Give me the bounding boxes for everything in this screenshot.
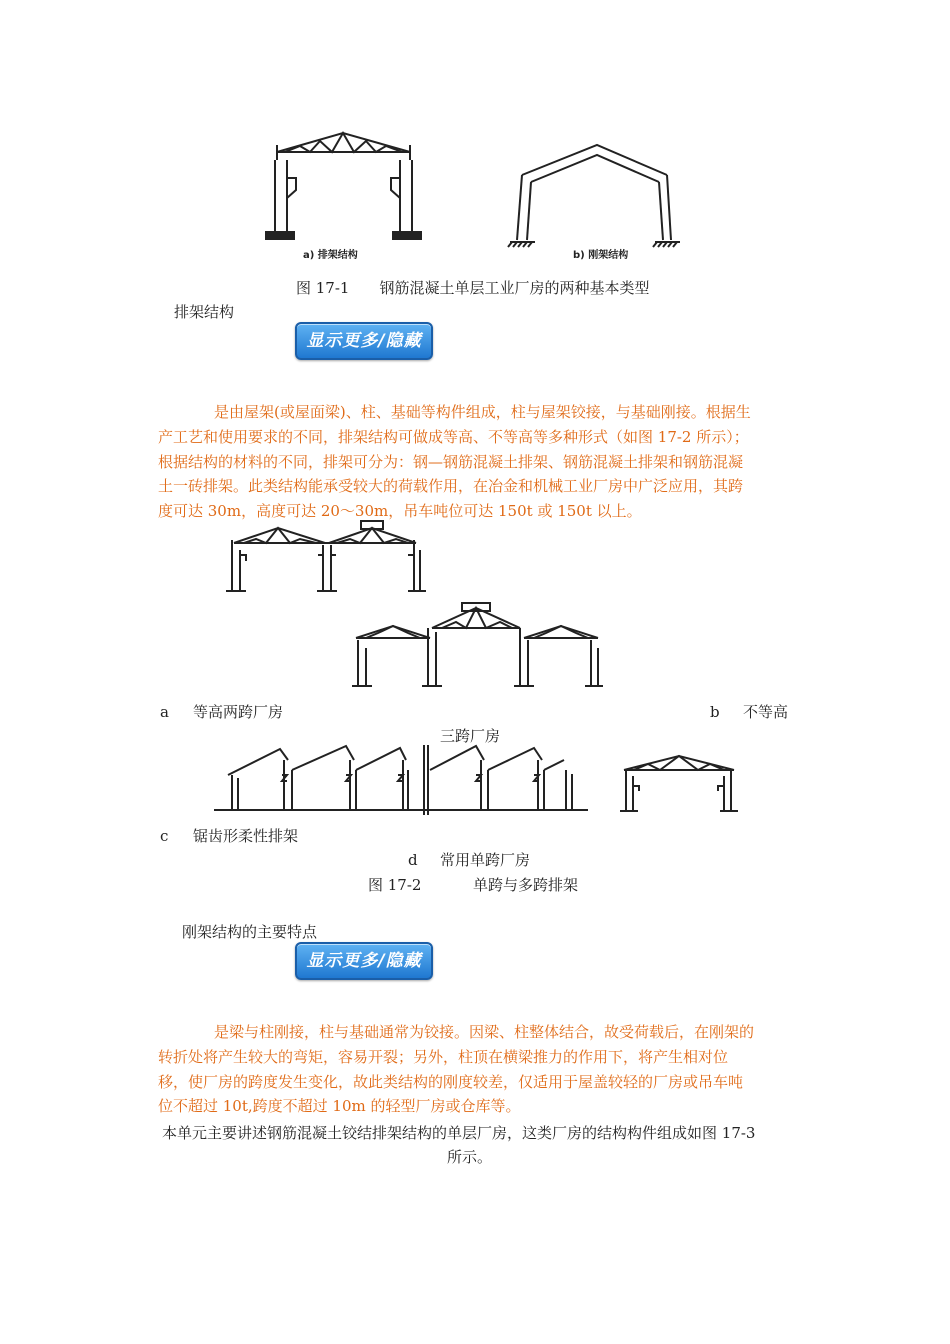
section1-para-line-4: 土一砖排架。此类结构能承受较大的荷载作用，在冶金和机械工业厂房中广泛应用，其跨 <box>158 477 744 495</box>
show-more-hide-button[interactable]: 显示更多/隐藏 <box>295 322 433 360</box>
fig2-c-letter: c <box>160 827 169 845</box>
fig2-b-letter: b <box>710 703 720 721</box>
fig2-c-text: 锯齿形柔性排架 <box>193 827 299 845</box>
fig2-b-text: 不等高 <box>743 703 789 721</box>
fig2-d-text: 常用单跨厂房 <box>440 851 531 869</box>
section-title-bent-structure: 排架结构 <box>174 303 235 321</box>
figure-17-1-caption: 图 17-1 钢筋混凝土单层工业厂房的两种基本类型 <box>296 279 650 297</box>
figure-17-2-caption-text: 单跨与多跨排架 <box>473 876 579 894</box>
fig2-a-text: 等高两跨厂房 <box>193 703 284 721</box>
show-more-hide-button-2[interactable]: 显示更多/隐藏 <box>295 942 433 980</box>
fig2-b-text-cont: 三跨厂房 <box>440 727 501 745</box>
fig1-label-a: a) 排架结构 <box>303 250 358 261</box>
section1-para-line-1: 是由屋架(或屋面梁)、柱、基础等构件组成，柱与屋架铰接，与基础刚接。根据生 <box>214 403 751 421</box>
closing-line-1: 本单元主要讲述钢筋混凝土铰结排架结构的单层厂房，这类厂房的结构构件组成如图 17-3 <box>162 1124 756 1142</box>
fig2-a-letter: a <box>160 703 169 721</box>
section2-para-line-1: 是梁与柱刚接，柱与基础通常为铰接。因梁、柱整体结合，故受荷载后，在刚架的 <box>214 1023 755 1041</box>
section1-para-line-5: 度可达 30m，高度可达 20～30m，吊车吨位可达 150t 或 150t 以上。 <box>158 502 642 520</box>
section2-para-line-4: 位不超过 10t,跨度不超过 10m 的轻型厂房或仓库等。 <box>158 1097 521 1115</box>
fig1-label-b: b) 刚架结构 <box>573 250 629 261</box>
section1-para-line-3: 根据结构的材料的不同，排架可分为：钢—钢筋混凝土排架、钢筋混凝土排架和钢筋混凝 <box>158 453 744 471</box>
closing-line-2: 所示。 <box>447 1148 493 1166</box>
section2-para-line-2: 转折处将产生较大的弯矩，容易开裂；另外，柱顶在横梁推力的作用下，将产生相对位 <box>158 1048 729 1066</box>
section2-para-line-3: 移，使厂房的跨度发生变化，故此类结构的刚度较差，仅适用于屋盖较轻的厂房或吊车吨 <box>158 1073 744 1091</box>
section1-para-line-2: 产工艺和使用要求的不同，排架结构可做成等高、不等高等多种形式（如图 17-2 所示）； <box>158 428 749 446</box>
section-title-rigid-frame: 刚架结构的主要特点 <box>182 923 318 941</box>
fig2-d-letter: d <box>408 851 418 869</box>
figure-17-2-caption-number: 图 17-2 <box>368 876 422 894</box>
